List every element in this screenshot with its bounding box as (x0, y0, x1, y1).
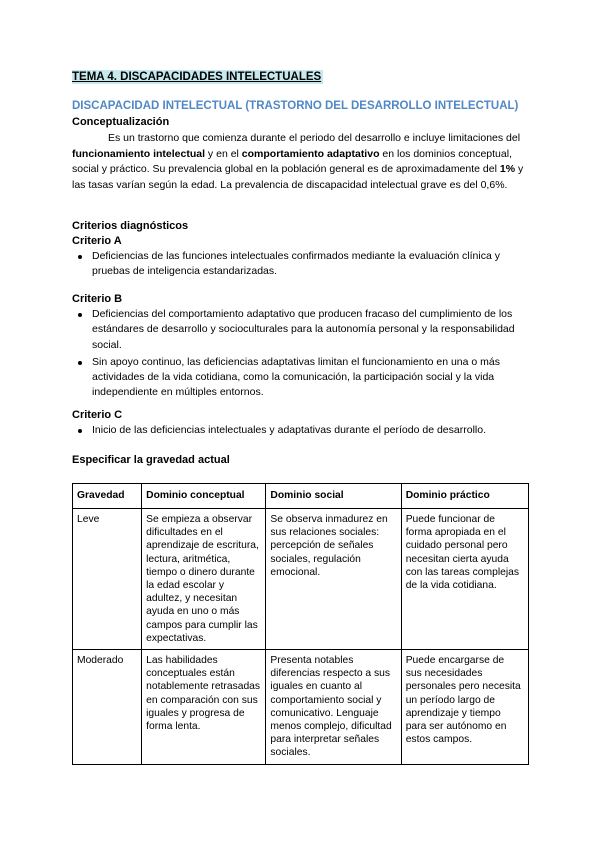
criterion-c-label: Criterio C (72, 409, 123, 421)
criterion-a-list (72, 249, 532, 282)
criterion-b-list (72, 307, 532, 403)
criterion-a-label: Criterio A (72, 235, 122, 247)
cell-conceptual: Se empieza a observar dificultades en el aprendizaje de escritura, lectura, aritmética, tiempo o dinero durante la edad escolar y adultez, y necesitan ayuda en uno o más campos para cumplir las expectativas. (142, 509, 266, 650)
list-item: Deficiencias del comportamiento adaptativo que producen fracaso del cumplimiento de los estándares de desarrollo y socioculturales para la autonomía personal y la responsabilidad social. (72, 307, 532, 353)
cell-social: Presenta notables diferencias respecto a sus iguales en cuanto al comportamiento social y comunicativo. Lenguaje menos complejo, dificultad para interpretar señales sociales. (266, 650, 401, 765)
concept-text-4: y las tasas varían según la edad. La prevalencia de discapacidad intelectual grave es del 0,6%. (72, 163, 524, 191)
list-item: Sin apoyo continuo, las deficiencias adaptativas limitan el funcionamiento en una o más actividades de la vida cotidiana, como la comunicación, la participación social y la vida independiente en múltiples entornos. (72, 355, 532, 401)
concept-text-3: en los dominios conceptual, social y práctico. Su prevalencia global en la población general es de aproximadamente del (72, 147, 512, 175)
severity-heading: Especificar la gravedad actual (72, 454, 230, 466)
topic-title: TEMA 4. DISCAPACIDADES INTELECTUALES (72, 71, 322, 83)
criteria-heading: Criterios diagnósticos (72, 220, 189, 232)
cell-level: Moderado (73, 650, 142, 765)
cell-practical: Puede funcionar de forma apropiada en el cuidado personal pero necesitan cierta ayuda con las tareas complejas de la vida cotidiana. (401, 509, 528, 650)
cell-social: Se observa inmadurez en sus relaciones sociales: percepción de señales sociales, regulación emocional. (266, 509, 401, 650)
table-row (73, 509, 529, 650)
table-header-row (73, 484, 529, 509)
list-item: Inicio de las deficiencias intelectuales y adaptativas durante el período de desarrollo. (72, 423, 532, 438)
table-row (73, 650, 529, 765)
concept-text-2: y en el (205, 147, 242, 160)
list-item: Deficiencias de las funciones intelectuales confirmados mediante la evaluación clínica y pruebas de inteligencia estandarizadas. (72, 249, 532, 280)
cell-practical: Puede encargarse de sus necesidades personales pero necesita un período largo de aprendizaje y tiempo para ser autónomo en estos campos. (401, 650, 528, 765)
concept-paragraph (72, 131, 532, 193)
concept-bold-3: 1% (499, 163, 516, 175)
header-gravedad: Gravedad (73, 484, 142, 509)
concept-bold-2: comportamiento adaptativo (241, 147, 380, 160)
concept-text-1: Es un trastorno que comienza durante el periodo del desarrollo e incluye limitaciones del (108, 132, 521, 144)
criterion-c-list (72, 423, 532, 440)
cell-level: Leve (73, 509, 142, 650)
criterion-b-label: Criterio B (72, 293, 123, 305)
severity-table (72, 483, 529, 765)
concept-bold-1: funcionamiento intelectual (72, 147, 206, 160)
cell-conceptual: Las habilidades conceptuales están notablemente retrasadas en comparación con sus iguales y progresa de forma lenta. (142, 650, 266, 765)
header-conceptual: Dominio conceptual (142, 484, 266, 509)
concept-heading: Conceptualización (72, 116, 170, 128)
header-social: Dominio social (266, 484, 401, 509)
header-practical: Dominio práctico (401, 484, 528, 509)
section-title: DISCAPACIDAD INTELECTUAL (TRASTORNO DEL DESARROLLO INTELECTUAL) (72, 100, 519, 112)
